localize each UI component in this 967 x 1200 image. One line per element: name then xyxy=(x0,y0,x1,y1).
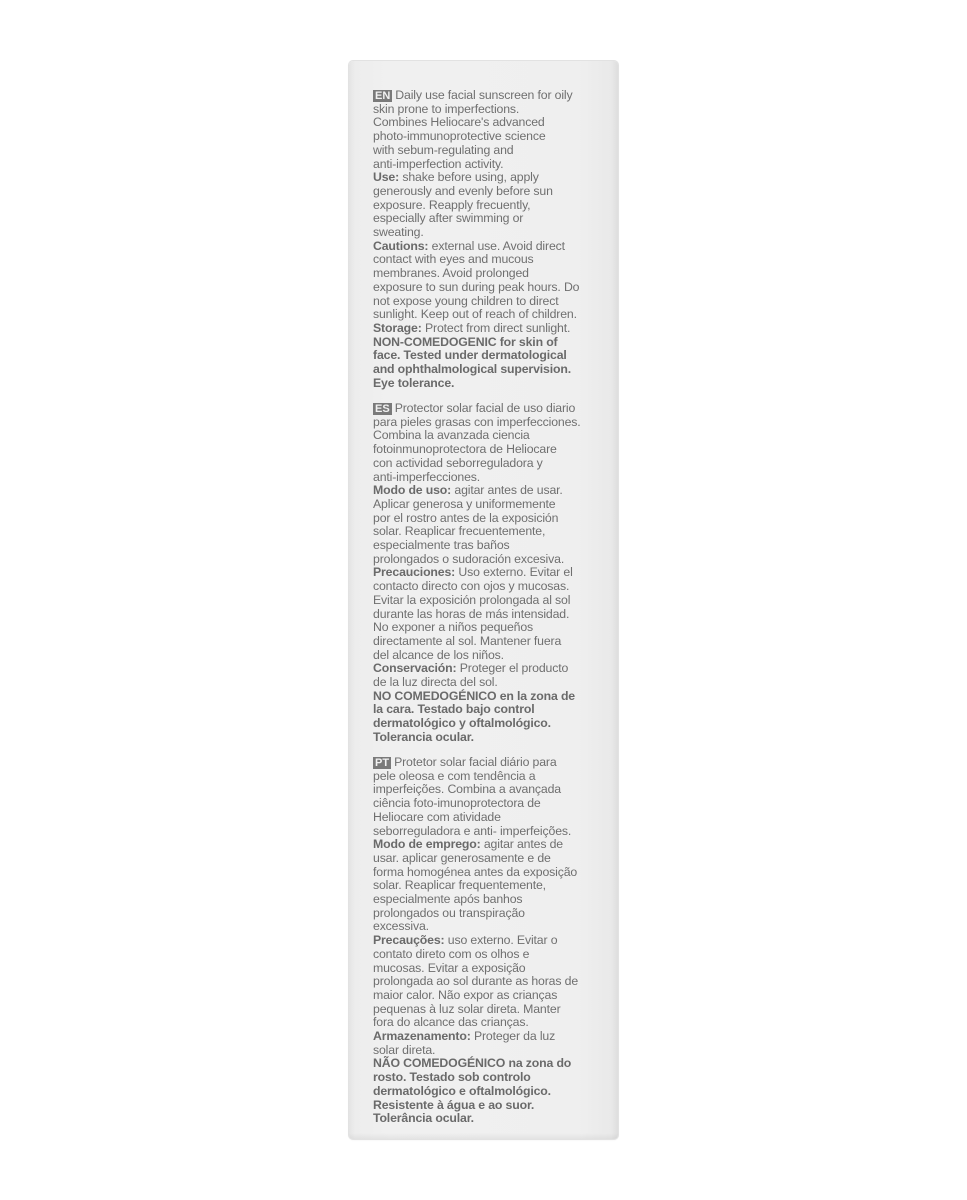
pt-use-line: usar. aplicar generosamente e de xyxy=(373,850,551,865)
es-cautions-line: durante las horas de más intensidad. xyxy=(373,606,570,621)
en-intro-line: anti-imperfection activity. xyxy=(373,156,504,171)
es-claim-line: la cara. Testado bajo control xyxy=(373,702,535,717)
pt-cautions-label: Precauções: xyxy=(373,933,445,948)
section-portuguese xyxy=(373,756,599,1126)
pt-storage-line: solar direta. xyxy=(373,1042,436,1057)
es-storage-line: de la luz directa del sol. xyxy=(373,675,498,690)
en-use-line: exposure. Reapply frecuently, xyxy=(373,197,531,212)
es-use-line: Modo de uso: agitar antes de usar. xyxy=(373,483,563,498)
en-cautions-line: Cautions: external use. Avoid direct xyxy=(373,238,565,253)
es-storage-label: Conservación: xyxy=(373,661,457,676)
language-tag-en: EN xyxy=(375,90,391,102)
es-intro-line: Combina la avanzada ciencia xyxy=(373,428,530,443)
es-intro-line: fotoinmunoprotectora de Heliocare xyxy=(373,442,557,457)
pt-use-line: solar. Reaplicar frequentemente, xyxy=(373,878,546,893)
es-cautions-label: Precauciones: xyxy=(373,565,456,580)
en-claim-line: NON-COMEDOGENIC for skin of xyxy=(373,334,558,349)
pt-storage-line: Armazenamento: Proteger da luz xyxy=(373,1029,556,1044)
en-cautions-line: sunlight. Keep out of reach of children. xyxy=(373,307,577,322)
language-tag-pt: PT xyxy=(375,757,390,769)
pt-cautions-line: fora do alcance das crianças. xyxy=(373,1015,529,1030)
pt-use-line: especialmente após banhos xyxy=(373,892,523,907)
pt-storage-label: Armazenamento: xyxy=(373,1029,471,1044)
es-use-line: por el rostro antes de la exposición xyxy=(373,510,559,525)
es-claim-line: NO COMEDOGÉNICO en la zona de xyxy=(373,688,575,703)
en-use-line: Use: shake before using, apply xyxy=(373,170,539,185)
es-use-line: prolongados o sudoración excesiva. xyxy=(373,551,565,566)
en-claim-line: Eye tolerance. xyxy=(373,375,455,390)
pt-claim-line: dermatológico e oftalmológico. xyxy=(373,1083,551,1098)
en-cautions-line: exposure to sun during peak hours. Do xyxy=(373,279,580,294)
es-use-line: solar. Reaplicar frecuentemente, xyxy=(373,524,546,539)
en-cautions-line: contact with eyes and mucous xyxy=(373,252,534,267)
es-claim-line: Tolerancia ocular. xyxy=(373,729,474,744)
en-storage-line: Storage: Protect from direct sunlight. xyxy=(373,320,571,335)
es-storage-line: Conservación: Proteger el producto xyxy=(373,661,569,676)
es-intro-line: con actividad seborreguladora y xyxy=(373,455,543,470)
es-cautions-line: Precauciones: Uso externo. Evitar el xyxy=(373,565,573,580)
en-intro-line: skin prone to imperfections. xyxy=(373,101,520,116)
es-use-label: Modo de uso: xyxy=(373,483,452,498)
es-cautions-line: Evitar la exposición prolongada al sol xyxy=(373,592,571,607)
es-cautions-line: No exponer a niños pequeños xyxy=(373,620,534,635)
en-storage-label: Storage: xyxy=(373,320,422,335)
en-cautions-line: not expose young children to direct xyxy=(373,293,559,308)
en-cautions-label: Cautions: xyxy=(373,238,429,253)
pt-use-line: excessiva. xyxy=(373,919,429,934)
pt-use-line: Modo de emprego: agitar antes de xyxy=(373,837,563,852)
pt-use-line: prolongados ou transpiração xyxy=(373,905,525,920)
es-use-line: especialmente tras baños xyxy=(373,538,510,553)
es-intro-line: ES Protector solar facial de uso diario xyxy=(375,401,576,415)
language-tag-es: ES xyxy=(375,403,390,415)
pt-cautions-line: Precauções: uso externo. Evitar o xyxy=(373,933,558,948)
en-use-line: especially after swimming or xyxy=(373,211,524,226)
en-claim-line: face. Tested under dermatological xyxy=(373,348,567,363)
pt-cautions-line: maior calor. Não expor as crianças xyxy=(373,987,558,1002)
es-cautions-line: directamente al sol. Mantener fuera xyxy=(373,633,562,648)
section-spanish xyxy=(373,402,599,745)
en-intro-line: EN Daily use facial sunscreen for oily xyxy=(375,88,573,102)
en-intro-line: Combines Heliocare's advanced xyxy=(373,115,545,130)
pt-intro-line: PT Protetor solar facial diário para xyxy=(375,755,557,769)
pt-claim-line: Tolerância ocular. xyxy=(373,1111,474,1126)
pt-claim-line: rosto. Testado sob controlo xyxy=(373,1070,531,1085)
pt-claim-line: Resistente à água e ao suor. xyxy=(373,1097,535,1112)
pt-intro-line: ciência foto-imunoprotectora de xyxy=(373,796,541,811)
pt-claim-line: NÃO COMEDOGÉNICO na zona do xyxy=(373,1056,572,1071)
pt-cautions-line: pequenas à luz solar direta. Manter xyxy=(373,1001,561,1016)
pt-use-label: Modo de emprego: xyxy=(373,837,481,852)
pt-use-line: forma homogénea antes da exposição xyxy=(373,864,578,879)
es-intro-line: anti-imperfecciones. xyxy=(373,469,481,484)
en-use-line: sweating. xyxy=(373,225,424,240)
pt-intro-line: imperfeições. Combina a avançada xyxy=(373,782,561,797)
es-cautions-line: contacto directo con ojos y mucosas. xyxy=(373,579,570,594)
en-use-label: Use: xyxy=(373,170,400,185)
pt-cautions-line: mucosas. Evitar a exposição xyxy=(373,960,526,975)
pt-cautions-line: contato direto com os olhos e xyxy=(373,946,530,961)
en-claim-line: and ophthalmological supervision. xyxy=(373,362,571,377)
es-claim-line: dermatológico y oftalmológico. xyxy=(373,716,551,731)
pt-intro-line: Heliocare com atividade xyxy=(373,809,501,824)
en-intro-line: photo-immunoprotective science xyxy=(373,129,546,144)
section-english xyxy=(373,89,599,390)
pt-intro-line: seborreguladora e anti- imperfeições. xyxy=(373,823,572,838)
es-use-line: Aplicar generosa y uniformemente xyxy=(373,496,556,511)
pt-intro-line: pele oleosa e com tendência a xyxy=(373,768,536,783)
es-intro-line: para pieles grasas con imperfecciones. xyxy=(373,414,581,429)
en-cautions-line: membranes. Avoid prolonged xyxy=(373,266,529,281)
es-cautions-line: del alcance de los niños. xyxy=(373,647,504,662)
pt-cautions-line: prolongada ao sol durante as horas de xyxy=(373,974,579,989)
en-intro-line: with sebum-regulating and xyxy=(373,142,514,157)
en-use-line: generously and evenly before sun xyxy=(373,183,553,198)
